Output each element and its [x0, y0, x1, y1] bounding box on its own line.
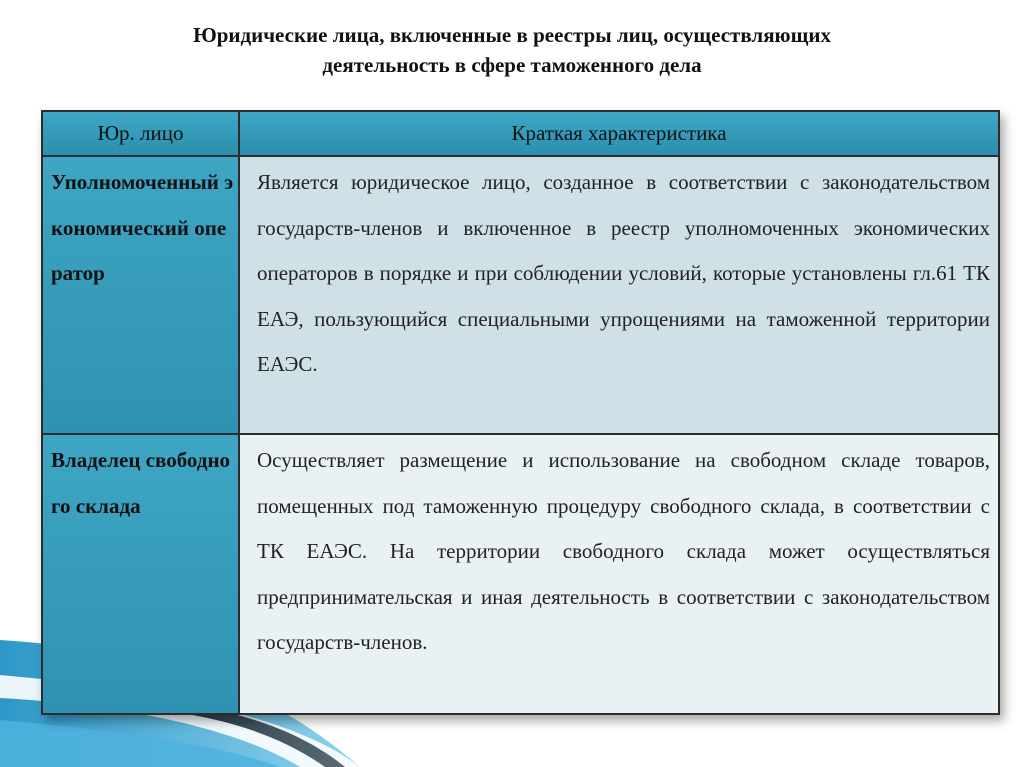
entities-table — [41, 110, 1000, 715]
title-line-1: Юридические лица, включенные в реестры лиц, осуществляющих — [193, 23, 831, 47]
table-header-row — [42, 111, 999, 156]
column-header-entity: Юр. лицо — [42, 111, 239, 156]
entity-name: Владелец свободного склада — [42, 434, 239, 714]
table-row — [42, 156, 999, 434]
table-row — [42, 434, 999, 714]
page-title — [0, 20, 1024, 80]
entity-description: Осуществляет размещение и использование на свободном складе товаров, помещенных под таможенную процедуру свободного склада, в соответствии с ТК ЕАЭС. На территории свободного склада может осуществляться предпринимательская и иная деятельность в соответствии с законодательством государств-членов. — [239, 434, 999, 714]
title-line-2: деятельность в сфере таможенного дела — [322, 53, 702, 77]
entity-name: Уполномоченный экономический оператор — [42, 156, 239, 434]
column-header-description: Краткая характеристика — [239, 111, 999, 156]
entity-description: Является юридическое лицо, созданное в соответствии с законодательством государств-членов и включенное в реестр уполномоченных экономических операторов в порядке и при соблюдении условий, которые установлены гл.61 ТК ЕАЭ, пользующийся специальными упрощениями на таможенной территории ЕАЭС. — [239, 156, 999, 434]
